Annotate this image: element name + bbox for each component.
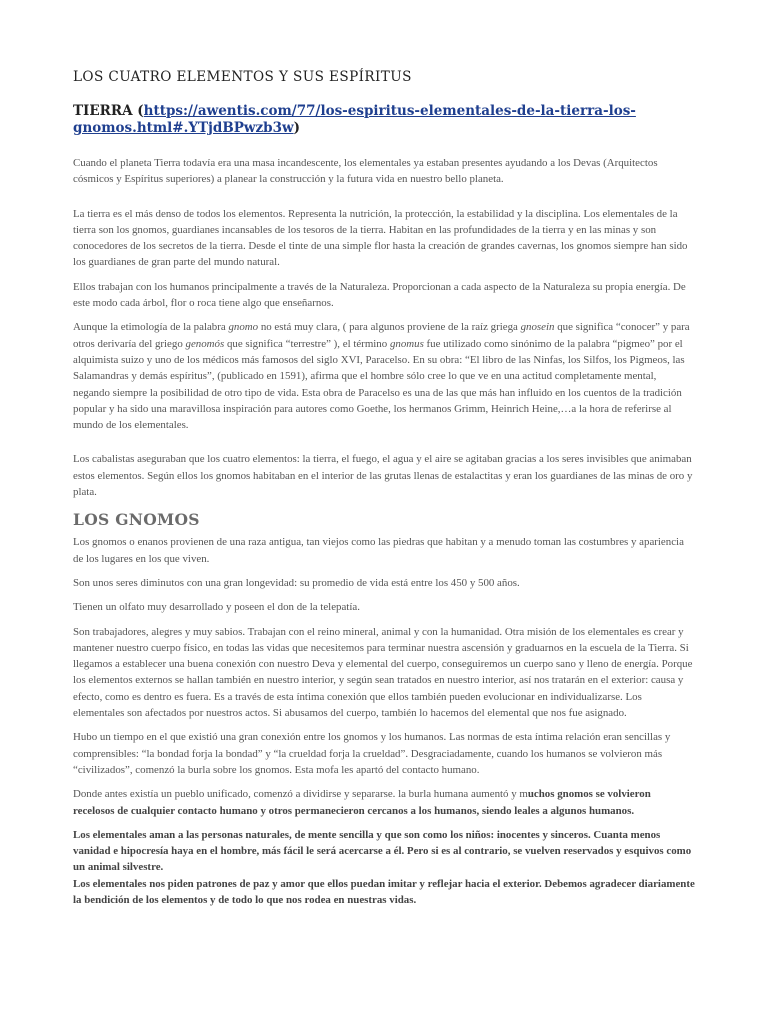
paragraph-gnomos-division bbox=[73, 786, 695, 819]
text-run: Aunque la etimología de la palabra bbox=[73, 321, 229, 334]
paragraph-elementales-aman: Los elementales aman a las personas naturales, de mente sencilla y que son como los niños: inocentes y sinceros. Cuanta menos vanidad e hipocresía haya en el hombre, más fácil le será acercarse a él. Pero si es al contrario, se vuelven reservados y esquivos como un animal silvestre. bbox=[73, 828, 692, 874]
text-run: no está muy clara, ( para algunos proviene de la raíz griega bbox=[258, 321, 521, 334]
paragraph-cabalistas: Los cabalistas aseguraban que los cuatro elementos: la tierra, el fuego, el agua y el aire se agitaban gracias a los seres invisibles que animaban estos elementos. Según ellos los gnomos habitaban en el interior de las grutas llenas de estalactitas y eran los guardianes de las minas de oro y plata. bbox=[73, 453, 693, 499]
paragraph-elementales-piden: Los elementales nos piden patrones de paz y amor que ellos puedan imitar y reflejar hacia el exterior. Debemos agradecer diariamente la bendición de los elementos y de todo lo que nos rodea en nuestras vidas. bbox=[73, 877, 695, 906]
text-run: fue utilizado como sinónimo de la palabra “pigmeo” por el alquimista suizo y uno de los médicos más famosos del siglo XVI, Paracelso. En su obra: “El libro de las Ninfas, los Silfos, los Pigmeos, las Salamandras y demás espíritus”, (publicado en 1591), afirma que el hombre sólo cree lo que ve en una actitud completamente mental, negando siempre la posibilidad de otro tipo de vida. Esta obra de Paracelso es una de las que más han influido en los cuentos de la tradición popular y ha sido una maravillosa inspiración para autores como Goethe, los hermanos Grimm, Heinrich Heine,…a la hora de referirse al mundo de los elementales. bbox=[73, 337, 685, 432]
tierra-label: TIERRA bbox=[73, 103, 133, 119]
tierra-heading bbox=[73, 103, 695, 137]
bold-run: uchos gnomos se volvieron recelosos de cualquier contacto humano y otros permanecieron cercanos a los humanos, siendo leales a algunos humanos. bbox=[73, 788, 651, 817]
italic-word: gnomus bbox=[389, 337, 424, 350]
paragraph-etimologia bbox=[73, 319, 695, 433]
section-title-gnomos: LOS GNOMOS bbox=[73, 510, 200, 530]
text-run: Donde antes existía un pueblo unificado, comenzó a dividirse y separarse. la burla humana aumentó y m bbox=[73, 788, 528, 801]
paragraph-naturaleza: Ellos trabajan con los humanos principalmente a través de la Naturaleza. Proporcionan a cada aspecto de la Naturaleza su propia energía. De este modo cada árbol, flor o roca tiene algo que enseñarnos. bbox=[73, 280, 686, 310]
italic-word: gnomo bbox=[228, 321, 259, 334]
close-paren: ) bbox=[293, 120, 301, 136]
italic-word: gnosein bbox=[520, 321, 555, 334]
paragraph-gnomos-olfato: Tienen un olfato muy desarrollado y poseen el don de la telepatía. bbox=[73, 601, 360, 614]
paragraph-tierra: La tierra es el más denso de todos los elementos. Representa la nutrición, la protección, la estabilidad y la disciplina. Los elementales de la tierra son los gnomos, guardianes incansables de los tesoros de la tierra. Habitan en las profundidades de la tierra y en las minas y son conocedores de los secretos de la tierra. Desde el tinte de una simple flor hasta la creación de grandes cavernas, los gnomos siempre han sido los guardianes de gran parte del mundo natural. bbox=[73, 207, 688, 269]
paragraph-gnomos-origen: Los gnomos o enanos provienen de una raza antigua, tan viejos como las piedras que habitan y a menudo toman las costumbres y apariencia de los lugares en los que viven. bbox=[73, 536, 684, 565]
paragraph-intro: Cuando el planeta Tierra todavía era una masa incandescente, los elementales ya estaban presentes ayudando a los Devas (Arquitectos cósmicos y Espíritus superiores) a planear la construcción y la futura vida en nuestro bello planeta. bbox=[73, 157, 658, 186]
text-run: que significa “terrestre” ), el término bbox=[224, 337, 390, 350]
paragraph-gnomos-trabajo: Son trabajadores, alegres y muy sabios. Trabajan con el reino mineral, animal y con la humanidad. Otra misión de los elementales es crear y mantener nuestro cuerpo físico, en todas las vidas que necesitemos para terminar nuestra ascensión y graduarnos en la escuela de la Tierra. Si llegamos a establecer una buena conexión con nuestro Deva y elemental del cuerpo, conseguiremos un cuerpo sano y lleno de energía. Porque los elementos externos se hallan también en nuestro interior, y según sean tratados en nuestro interior, así nos tratarán en el exterior: causa y efecto, como es dentro es fuera. Es a través de esta íntima conexión que ellos también pueden evolucionar en individualizarse. Los elementales son afectados por nuestros actos. Si abusamos del cuerpo, también lo hacemos del elemental que nos fue asignado. bbox=[73, 625, 693, 720]
paragraph-gnomos-conexion: Hubo un tiempo en el que existió una gran conexión entre los gnomos y los humanos. Las normas de esta íntima relación eran sencillas y comprensibles: “la bondad forja la bondad” y “la crueldad forja la crueldad”. Desgraciadamente, cuando los humanos se volvieron más “civilizados”, comenzó la burla sobre los gnomos. Esta mofa les apartó del contacto humano. bbox=[73, 731, 671, 776]
source-link[interactable]: https://awentis.com/77/los-espiritus-elementales-de-la-tierra-los-gnomos.html#.YTjdBPwzb3w bbox=[73, 103, 636, 136]
document-page bbox=[73, 68, 695, 908]
italic-word: genomós bbox=[185, 337, 225, 350]
text-run: que significa “conocer” y para otros derivaría del griego bbox=[73, 321, 690, 350]
open-paren: ( bbox=[132, 103, 144, 119]
paragraph-gnomos-longevidad: Son unos seres diminutos con una gran longevidad: su promedio de vida está entre los 450 y 500 años. bbox=[73, 576, 520, 589]
document-title: LOS CUATRO ELEMENTOS Y SUS ESPÍRITUS bbox=[73, 69, 412, 85]
